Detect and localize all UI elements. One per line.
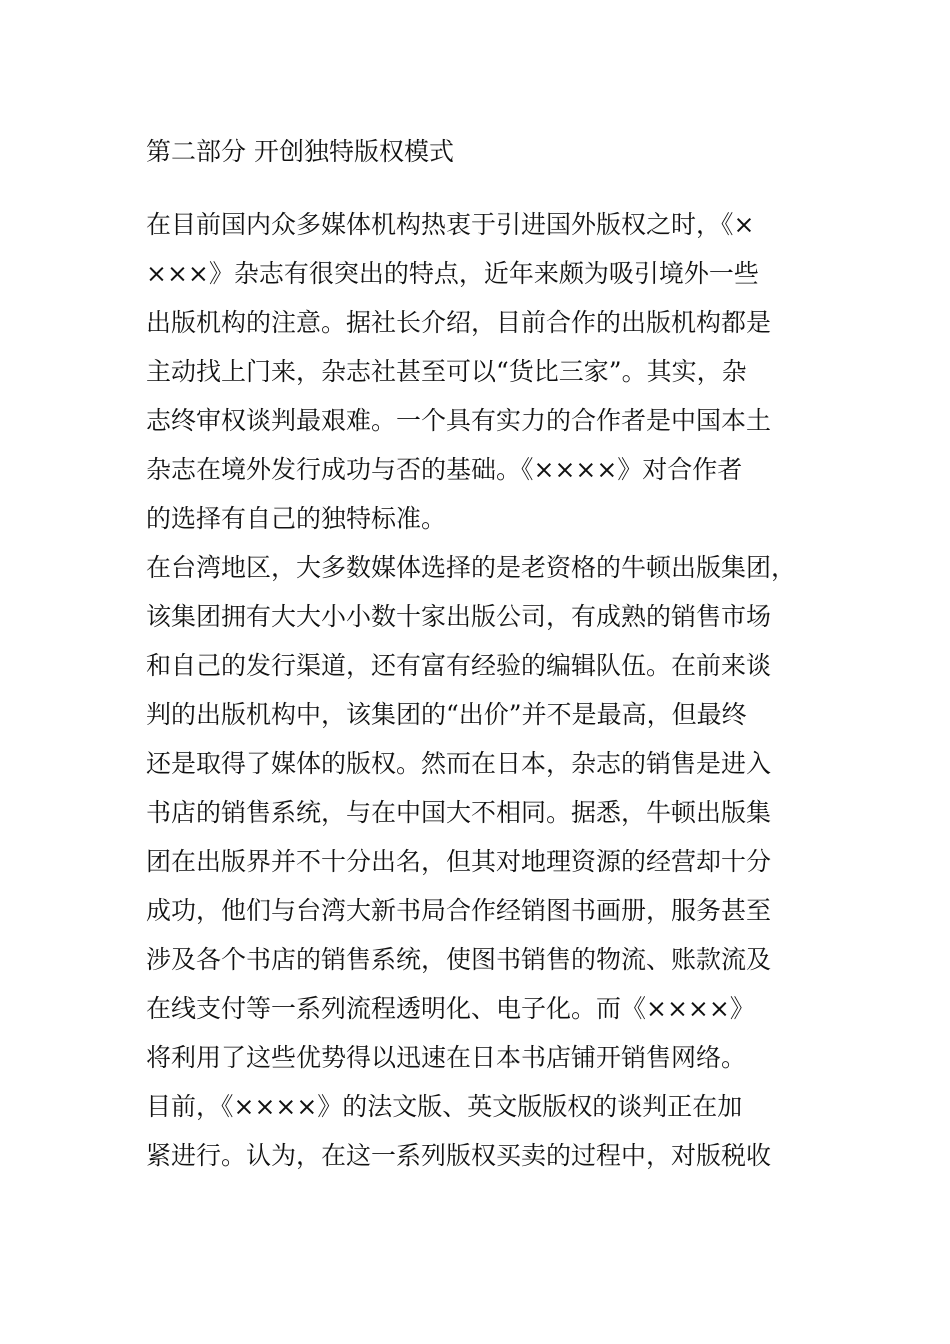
text-line: 主动找上门来，杂志社甚至可以“货比三家”。其实，杂	[146, 357, 747, 386]
paragraph-2	[146, 543, 806, 1082]
text-line: 在线支付等一系列流程透明化、电子化。而《××××》	[146, 994, 755, 1023]
text-line: 成功，他们与台湾大新书局合作经销图书画册，服务甚至	[146, 896, 772, 925]
body-text	[146, 200, 806, 1180]
section-heading: 第二部分 开创独特版权模式	[146, 137, 454, 166]
text-line: 紧进行。认为，在这一系列版权买卖的过程中，对版税收	[146, 1141, 772, 1170]
text-line: 杂志在境外发行成功与否的基础。《××××》对合作者	[146, 455, 743, 484]
text-line: 该集团拥有大大小小数十家出版公司，有成熟的销售市场	[146, 602, 772, 631]
paragraph-1	[146, 200, 806, 543]
text-line: 团在出版界并不十分出名，但其对地理资源的经营却十分	[146, 847, 772, 876]
text-line: 出版机构的注意。据社长介绍，目前合作的出版机构都是	[146, 308, 772, 337]
text-line: 在目前国内众多媒体机构热衷于引进国外版权之时，《×	[146, 210, 755, 239]
paragraph-3	[146, 1082, 806, 1180]
text-line: 在台湾地区，大多数媒体选择的是老资格的牛顿出版集团，	[146, 553, 797, 582]
text-line: 还是取得了媒体的版权。然而在日本，杂志的销售是进入	[146, 749, 772, 778]
text-line: 判的出版机构中，该集团的“出价”并不是最高，但最终	[146, 700, 747, 729]
text-line: 志终审权谈判最艰难。一个具有实力的合作者是中国本土	[146, 406, 772, 435]
text-line: 涉及各个书店的销售系统，使图书销售的物流、账款流及	[146, 945, 772, 974]
text-line: 的选择有自己的独特标准。	[146, 504, 447, 533]
text-line: 书店的销售系统，与在中国大不相同。据悉，牛顿出版集	[146, 798, 772, 827]
text-line: 将利用了这些优势得以迅速在日本书店铺开销售网络。	[146, 1043, 747, 1072]
text-line: ×××》杂志有很突出的特点，近年来颇为吸引境外一些	[146, 259, 759, 288]
text-line: 目前，《××××》的法文版、英文版版权的谈判正在加	[146, 1092, 743, 1121]
text-line: 和自己的发行渠道，还有富有经验的编辑队伍。在前来谈	[146, 651, 772, 680]
